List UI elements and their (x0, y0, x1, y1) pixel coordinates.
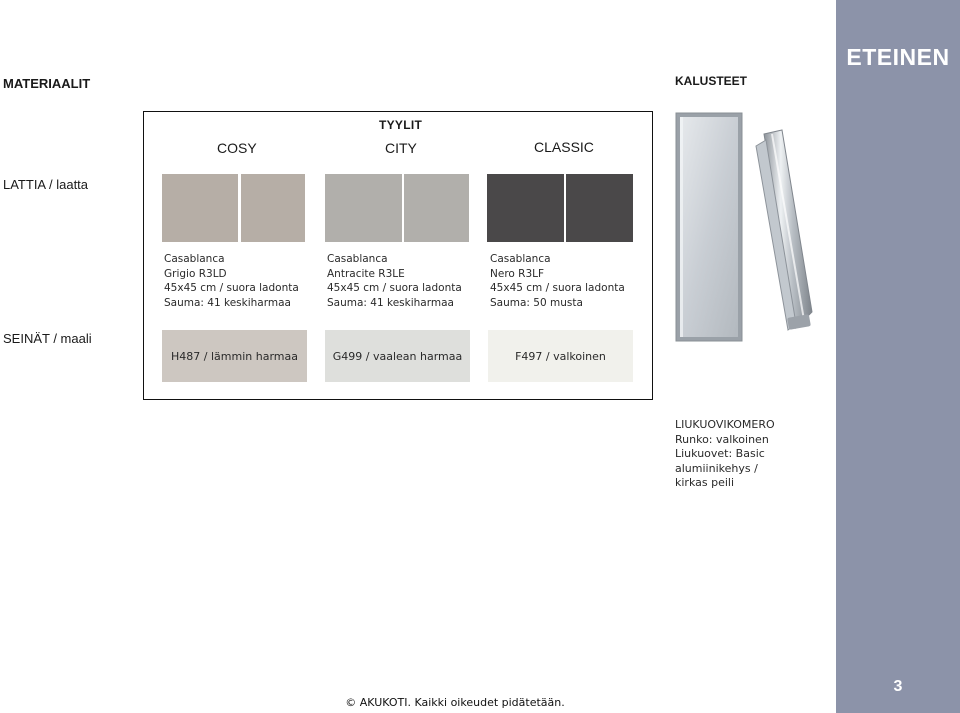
tile-description-classic (490, 252, 625, 310)
paint-swatch-g499 (325, 330, 470, 382)
wardrobe-door-image (675, 112, 745, 344)
style-name-city: CITY (385, 140, 417, 156)
materials-heading: MATERIAALIT (3, 76, 91, 91)
paint-label: H487 / lämmin harmaa (171, 349, 298, 363)
furniture-description (675, 418, 775, 491)
paint-swatch-h487 (162, 330, 307, 382)
tile-line: Grigio R3LD (164, 267, 227, 280)
tile-swatch-antracite (325, 174, 402, 242)
tile-line: Sauma: 41 keskiharmaa (327, 296, 454, 309)
paint-swatch-f497 (488, 330, 633, 382)
furniture-heading: KALUSTEET (675, 74, 747, 88)
tile-swatch-antracite (404, 174, 469, 242)
style-name-classic: CLASSIC (534, 139, 594, 155)
tile-line: Casablanca (327, 253, 388, 265)
tile-line: Nero R3LF (490, 267, 545, 280)
paint-label: F497 / valkoinen (515, 349, 606, 363)
furniture-line: alumiinikehys / (675, 461, 758, 475)
paint-label: G499 / vaalean harmaa (332, 349, 463, 363)
tile-line: 45x45 cm / suora ladonta (490, 282, 625, 294)
tile-line: 45x45 cm / suora ladonta (164, 282, 299, 294)
tile-line: Sauma: 41 keskiharmaa (164, 296, 291, 309)
style-name-cosy: COSY (217, 140, 257, 156)
furniture-line: LIUKUOVIKOMERO (675, 418, 775, 431)
sidebar-panel (836, 0, 960, 713)
furniture-line: kirkas peili (675, 476, 735, 489)
tile-description-cosy (164, 252, 299, 310)
page-number: 3 (893, 678, 903, 695)
tile-line: Antracite R3LE (327, 267, 405, 280)
tile-line: 45x45 cm / suora ladonta (327, 282, 462, 294)
styles-title: TYYLIT (379, 118, 423, 132)
tile-swatch-nero (566, 174, 633, 242)
tile-swatch-grigio (162, 174, 238, 242)
furniture-line: Liukuovet: Basic (675, 447, 765, 460)
copyright-footer: © AKUKOTI. Kaikki oikeudet pidätetään. (345, 696, 565, 709)
tile-swatch-nero (487, 174, 564, 242)
tile-line: Sauma: 50 musta (490, 296, 583, 309)
aluminium-profile-image (752, 128, 816, 332)
tile-line: Casablanca (490, 253, 551, 265)
furniture-line: Runko: valkoinen (675, 432, 769, 446)
floor-row-label: LATTIA / laatta (3, 177, 89, 192)
tile-line: Casablanca (164, 253, 225, 265)
page-title: ETEINEN (846, 44, 950, 70)
walls-row-label: SEINÄT / maali (3, 331, 92, 346)
tile-swatch-grigio (241, 174, 305, 242)
tile-description-city (327, 252, 462, 310)
